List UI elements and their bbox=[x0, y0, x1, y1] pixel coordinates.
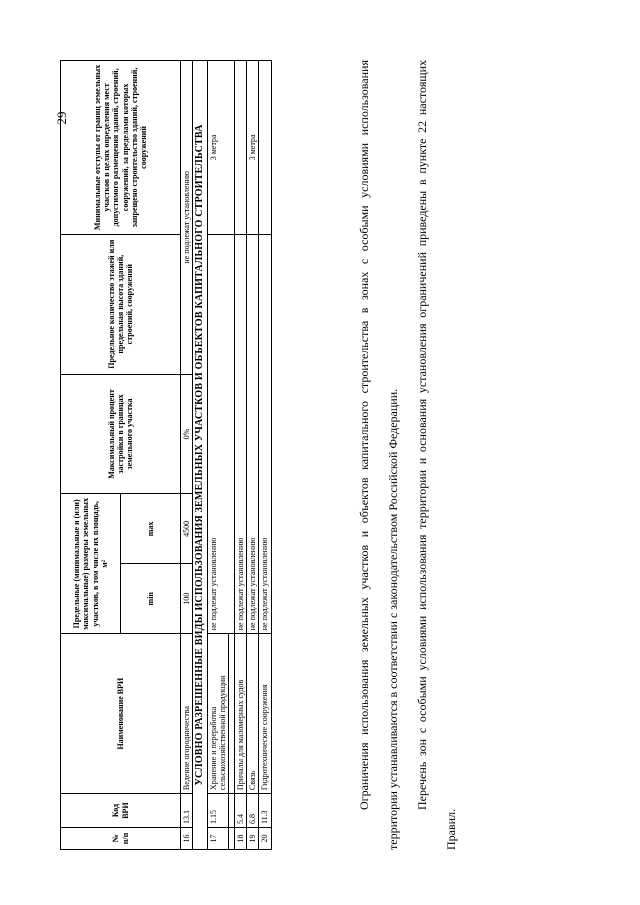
col-floors-header: Предельное количество этажей или предельная высота зданий, строений, сооружений bbox=[61, 234, 181, 374]
row-name: Причалы для маломерных судов bbox=[235, 634, 247, 794]
col-percent-header: Максимальный процент застройки в границах земельного участка bbox=[61, 374, 181, 494]
table-row bbox=[235, 61, 247, 850]
row-code: 13.1 bbox=[181, 794, 193, 828]
col-name-header: Наименование ВРИ bbox=[61, 634, 181, 794]
row-num: 20 bbox=[259, 828, 271, 850]
row-code: 5.4 bbox=[235, 794, 247, 828]
row-code: 6.8 bbox=[247, 794, 259, 828]
row-merged-value: не подлежат установлению bbox=[259, 234, 271, 633]
row-name: Связь bbox=[247, 634, 259, 794]
col-setback-header: Минимальные отступы от границ земельных участков в целях определения мест допустимого размещения зданий, строений, сооружений, за пределами которых запрещено строительство зданий, строений, сооружений bbox=[61, 61, 181, 235]
row-num: 19 bbox=[247, 828, 259, 850]
row-min: 100 bbox=[181, 564, 193, 634]
row-name: Ведение огородничества bbox=[181, 634, 193, 794]
page-number: 29 bbox=[54, 111, 69, 125]
table-row bbox=[247, 61, 259, 850]
col-code-header: Код ВРИ bbox=[61, 794, 181, 828]
table-row bbox=[181, 61, 193, 850]
row-setback: 3 метра bbox=[247, 61, 259, 235]
header-row bbox=[61, 61, 121, 850]
table-row bbox=[259, 61, 271, 850]
row-floors: не подлежат установлению bbox=[181, 61, 193, 375]
row-percent: 0% bbox=[181, 374, 193, 494]
table-row bbox=[207, 61, 228, 850]
col-size-header: Предельные (минимальные и (или) максимальные) размеры земельных участков, в том числе их площадь, м² bbox=[61, 494, 121, 634]
row-name: Гидротехнические сооружения bbox=[259, 634, 271, 794]
paragraph-zone-list: Перечень зон с особыми условиями использования территории и основания установления ограничений приведены в пункте 22 настоящих Правил. bbox=[415, 60, 458, 850]
row-merged-value: не подлежат установлению bbox=[207, 234, 234, 633]
row-code: 1.15 bbox=[207, 794, 228, 828]
row-max: 4500 bbox=[181, 494, 193, 564]
row-num: 17 bbox=[207, 828, 228, 850]
paragraph-restrictions: Ограничения использования земельных участков и объектов капитального строительства в зонах с особыми условиями использования территории устанавливаются в соответствии с законодательством Российской Федерации. bbox=[357, 60, 400, 850]
row-merged-value: не подлежат установлению bbox=[247, 234, 259, 633]
row-merged-value: не подлежат установлению bbox=[235, 234, 247, 633]
col-min-header: min bbox=[121, 564, 181, 634]
row-setback: 3 метра bbox=[207, 61, 234, 235]
section-row bbox=[193, 61, 208, 850]
row-name: Хранение и переработка сельскохозяйственной продукции bbox=[207, 634, 228, 794]
zoning-table bbox=[60, 60, 272, 850]
section-title: УСЛОВНО РАЗРЕШЕННЫЕ ВИДЫ ИСПОЛЬЗОВАНИЯ ЗЕМЕЛЬНЫХ УЧАСТКОВ И ОБЪЕКТОВ КАПИТАЛЬНОГО СТРОИТЕЛЬСТВА bbox=[193, 61, 208, 850]
rotated-content bbox=[30, 40, 610, 850]
col-num-header: № п/п bbox=[61, 828, 181, 850]
row-num: 18 bbox=[235, 828, 247, 850]
row-num: 16 bbox=[181, 828, 193, 850]
col-max-header: max bbox=[121, 494, 181, 564]
row-code: 11.3 bbox=[259, 794, 271, 828]
